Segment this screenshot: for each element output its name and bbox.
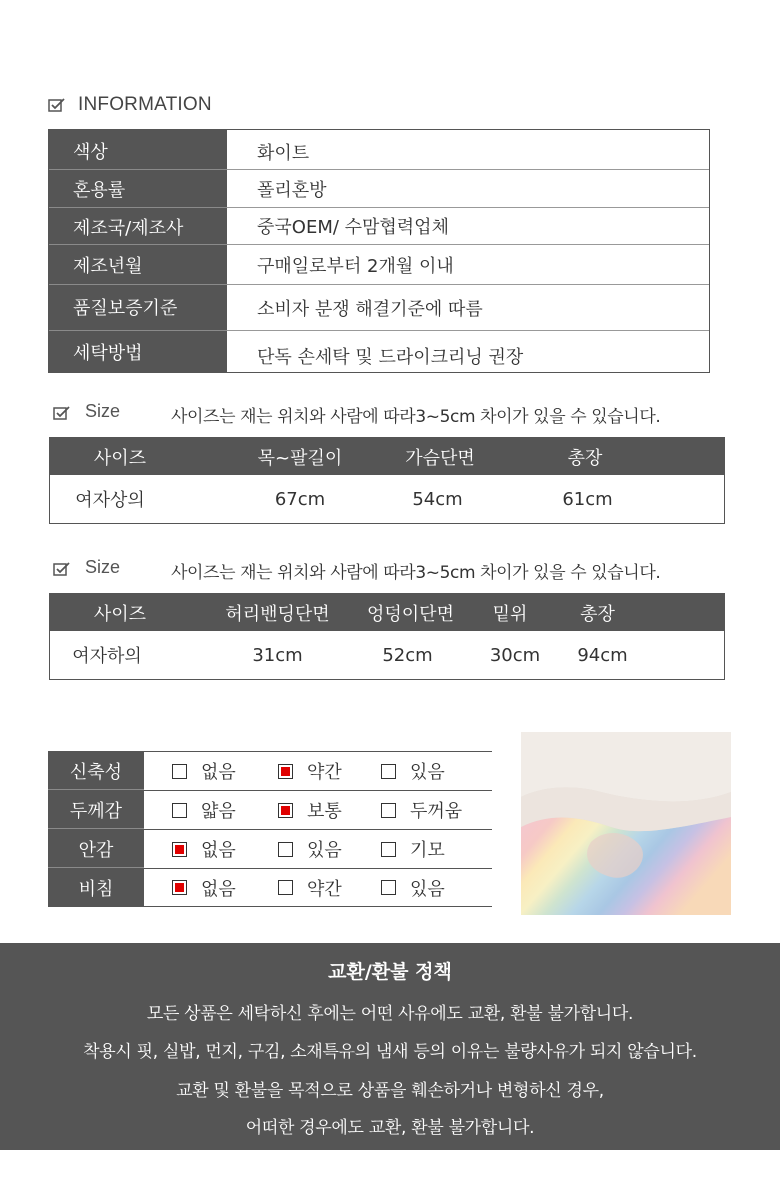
option-none[interactable] bbox=[172, 752, 236, 790]
size-table-bottom bbox=[49, 593, 725, 680]
checkbox[interactable] bbox=[172, 803, 187, 818]
feature-row-thickness bbox=[48, 790, 492, 829]
info-label: 품질보증기준 bbox=[49, 285, 227, 331]
option-fleece[interactable] bbox=[381, 830, 445, 868]
rainbow-fleece-photo bbox=[521, 732, 731, 915]
policy-line: 착용시 핏, 실밥, 먼지, 구김, 소재특유의 냄새 등의 이유는 불량사유가 되지 않습니다. bbox=[83, 1042, 697, 1062]
size-cell: 30cm bbox=[489, 644, 541, 666]
info-value: 폴리혼방 bbox=[227, 170, 709, 208]
size-heading-top bbox=[53, 401, 713, 425]
size-title: Size bbox=[85, 557, 121, 577]
checklist-icon bbox=[53, 562, 71, 576]
checkbox[interactable] bbox=[381, 803, 396, 818]
feature-options bbox=[144, 751, 492, 790]
feature-row-lining bbox=[48, 829, 492, 868]
size-cell: 52cm bbox=[382, 644, 433, 666]
info-value: 구매일로부터 2개월 이내 bbox=[227, 245, 709, 285]
info-row-manufacturer bbox=[49, 208, 709, 245]
option-label: 있음 bbox=[410, 762, 445, 783]
checkbox-checked[interactable] bbox=[278, 803, 293, 818]
option-thin[interactable] bbox=[172, 791, 236, 829]
information-table bbox=[48, 129, 710, 373]
size-label-cell: 여자상의 bbox=[75, 490, 145, 511]
checkbox[interactable] bbox=[278, 842, 293, 857]
size-note: 사이즈는 재는 위치와 사람에 따라3~5cm 차이가 있을 수 있습니다. bbox=[171, 407, 661, 427]
checkbox[interactable] bbox=[278, 880, 293, 895]
option-label: 두꺼움 bbox=[410, 801, 463, 822]
info-value: 중국OEM/ 수맘협력업체 bbox=[227, 208, 709, 245]
info-label: 제조년월 bbox=[49, 245, 227, 285]
refund-policy-section bbox=[0, 943, 780, 1150]
information-title: INFORMATION bbox=[78, 94, 212, 115]
checkbox-checked[interactable] bbox=[172, 842, 187, 857]
info-value: 소비자 분쟁 해결기준에 따름 bbox=[227, 285, 709, 331]
feature-table bbox=[48, 751, 492, 907]
info-label: 혼용률 bbox=[49, 170, 227, 208]
option-yes[interactable] bbox=[278, 830, 342, 868]
size-heading-bottom bbox=[53, 557, 713, 581]
column-header: 사이즈 bbox=[93, 603, 147, 625]
option-yes[interactable] bbox=[381, 752, 445, 790]
size-title: Size bbox=[85, 401, 121, 421]
feature-label: 안감 bbox=[48, 829, 144, 868]
info-row-color bbox=[49, 130, 709, 170]
option-label: 없음 bbox=[201, 762, 236, 783]
info-value: 단독 손세탁 및 드라이크리닝 권장 bbox=[257, 346, 524, 368]
feature-label: 두께감 bbox=[48, 790, 144, 829]
size-table-header bbox=[50, 594, 724, 631]
info-row-washing bbox=[49, 331, 709, 372]
option-normal[interactable] bbox=[278, 791, 342, 829]
checkbox-checked[interactable] bbox=[278, 764, 293, 779]
option-slight[interactable] bbox=[278, 869, 342, 906]
feature-row-stretch bbox=[48, 751, 492, 790]
column-header: 목~팔길이 bbox=[257, 447, 343, 469]
policy-line: 교환 및 환불을 목적으로 상품을 훼손하거나 변형하신 경우, bbox=[176, 1081, 604, 1101]
checklist-icon bbox=[48, 98, 66, 112]
info-row-material bbox=[49, 170, 709, 208]
feature-label: 비침 bbox=[48, 868, 144, 907]
size-cell: 54cm bbox=[412, 488, 463, 510]
option-yes[interactable] bbox=[381, 869, 445, 906]
size-label-cell: 여자하의 bbox=[72, 646, 142, 667]
info-value: 화이트 bbox=[227, 130, 709, 170]
column-header: 사이즈 bbox=[93, 447, 147, 469]
option-label: 있음 bbox=[307, 840, 342, 861]
size-cell: 31cm bbox=[252, 644, 303, 666]
column-header: 총장 bbox=[567, 447, 603, 469]
size-note: 사이즈는 재는 위치와 사람에 따라3~5cm 차이가 있을 수 있습니다. bbox=[171, 563, 661, 583]
feature-options bbox=[144, 868, 492, 907]
size-table-top bbox=[49, 437, 725, 524]
column-header: 총장 bbox=[580, 603, 615, 625]
size-cell: 61cm bbox=[562, 488, 613, 510]
option-label: 약간 bbox=[307, 878, 342, 900]
option-label: 약간 bbox=[307, 762, 342, 783]
checkbox[interactable] bbox=[172, 764, 187, 779]
option-label: 얇음 bbox=[201, 801, 236, 822]
checklist-icon bbox=[53, 406, 71, 420]
option-none[interactable] bbox=[172, 869, 236, 906]
column-header: 가슴단면 bbox=[405, 447, 475, 469]
size-table-header bbox=[50, 438, 724, 475]
option-thick[interactable] bbox=[381, 791, 462, 829]
feature-options bbox=[144, 829, 492, 868]
option-label: 기모 bbox=[410, 840, 445, 861]
info-label: 제조국/제조사 bbox=[49, 208, 227, 245]
column-header: 엉덩이단면 bbox=[367, 603, 454, 625]
checkbox[interactable] bbox=[381, 842, 396, 857]
size-cell: 94cm bbox=[577, 644, 628, 666]
info-row-manufacture-date bbox=[49, 245, 709, 285]
checkbox-checked[interactable] bbox=[172, 880, 187, 895]
table-row bbox=[50, 631, 724, 679]
option-none[interactable] bbox=[172, 830, 236, 868]
option-label: 없음 bbox=[201, 878, 236, 900]
policy-title: 교환/환불 정책 bbox=[328, 961, 452, 983]
column-header: 밑위 bbox=[492, 603, 528, 625]
info-label: 색상 bbox=[49, 130, 227, 170]
feature-label: 신축성 bbox=[48, 751, 144, 790]
info-row-quality bbox=[49, 285, 709, 331]
option-label: 없음 bbox=[201, 840, 236, 861]
option-label: 보통 bbox=[307, 801, 342, 822]
info-label: 세탁방법 bbox=[49, 331, 227, 372]
checkbox[interactable] bbox=[381, 880, 396, 895]
policy-line: 모든 상품은 세탁하신 후에는 어떤 사유에도 교환, 환불 불가합니다. bbox=[146, 1004, 634, 1024]
feature-options bbox=[144, 790, 492, 829]
column-header: 허리밴딩단면 bbox=[225, 603, 330, 625]
policy-line: 어떠한 경우에도 교환, 환불 불가합니다. bbox=[245, 1118, 535, 1138]
feature-row-sheerness bbox=[48, 868, 492, 907]
checkbox[interactable] bbox=[381, 764, 396, 779]
table-row bbox=[50, 475, 724, 523]
option-label: 있음 bbox=[410, 878, 445, 900]
option-slight[interactable] bbox=[278, 752, 342, 790]
size-cell: 67cm bbox=[274, 488, 326, 510]
